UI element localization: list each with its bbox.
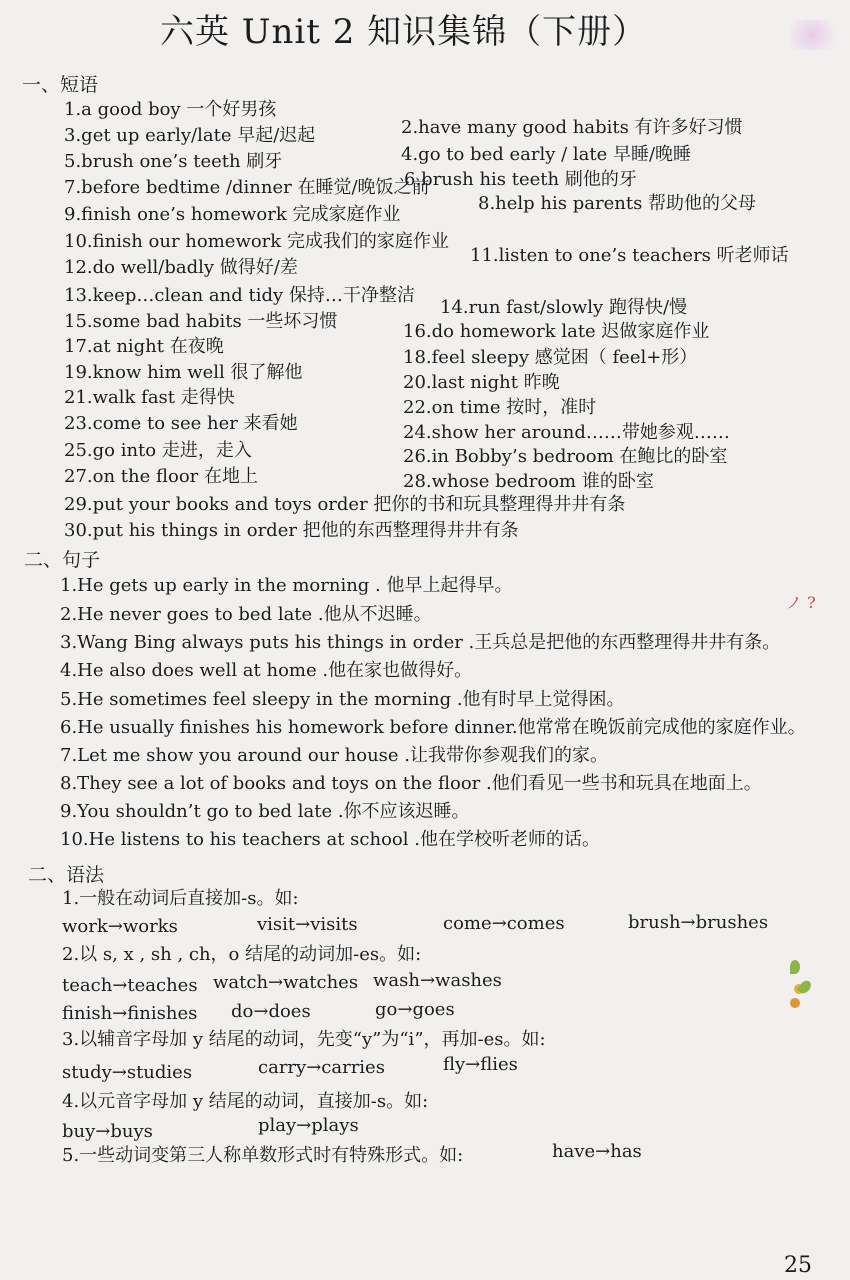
grammar-example: come→comes [443,913,565,934]
sentence-item: 8.They see a lot of books and toys on the floor .他们看见一些书和玩具在地面上。 [60,773,762,794]
phrase-item: 23.come to see her 来看她 [64,413,298,434]
phrase-item: 6.brush his teeth 刷他的牙 [404,169,637,190]
grammar-heading: 二、语法 [28,864,105,886]
grammar-rule: 4.以元音字母加 y 结尾的动词，直接加-s。如: [62,1091,429,1112]
grammar-example: buy→buys [62,1121,153,1142]
sentence-item: 10.He listens to his teachers at school .他在学校听老师的话。 [60,829,600,850]
phrase-item: 2.have many good habits 有许多好习惯 [401,117,743,138]
grammar-example: wash→washes [373,970,502,991]
phrase-item: 15.some bad habits 一些坏习惯 [64,311,338,332]
phrase-item: 17.at night 在夜晚 [64,336,224,357]
phrase-item: 21.walk fast 走得快 [64,387,235,408]
sentence-item: 6.He usually finishes his homework before dinner.他常常在晚饭前完成他的家庭作业。 [60,717,806,738]
phrase-item: 26.in Bobby’s bedroom 在鲍比的卧室 [403,446,728,467]
phrase-item: 19.know him well 很了解他 [64,362,303,383]
phrase-item: 24.show her around……带她参观…… [403,422,730,443]
sentence-item: 1.He gets up early in the morning . 他早上起得早。 [60,575,513,596]
grammar-example: work→works [62,916,178,937]
grammar-example: finish→finishes [62,1003,198,1024]
phrase-item: 14.run fast/slowly 跑得快/慢 [440,297,688,318]
grammar-example: brush→brushes [628,912,769,933]
grammar-example: have→has [552,1141,642,1162]
grammar-example: visit→visits [257,914,358,935]
phrase-item: 25.go into 走进，走入 [64,440,252,461]
phrase-item: 22.on time 按时，准时 [403,397,597,418]
phrase-item: 4.go to bed early / late 早睡/晚睡 [401,144,692,165]
grammar-rule: 2.以 s, x , sh , ch，o 结尾的动词加-es。如: [62,944,422,965]
phrase-item: 10.finish our homework 完成我们的家庭作业 [64,231,449,252]
phrase-item: 28.whose bedroom 谁的卧室 [403,471,654,492]
phrase-item: 27.on the floor 在地上 [64,466,258,487]
phrase-item: 3.get up early/late 早起/迟起 [64,125,316,146]
phrase-item: 11.listen to one’s teachers 听老师话 [470,245,789,266]
grammar-example: go→goes [375,999,455,1020]
page-title: 六英 Unit 2 知识集锦（下册） [160,12,648,52]
grammar-example: carry→carries [258,1057,385,1078]
grammar-example: teach→teaches [62,975,198,996]
page-number: 25 [784,1253,812,1278]
phrase-item: 7.before bedtime /dinner 在睡觉/晚饭之前 [64,177,430,198]
red-mark-decoration: ノ ? [786,593,816,612]
phrase-item: 12.do well/badly 做得好/差 [64,257,298,278]
phrase-item: 9.finish one’s homework 完成家庭作业 [64,204,401,225]
sentence-item: 9.You shouldn’t go to bed late .你不应该迟睡。 [60,801,470,822]
phrase-item: 8.help his parents 帮助他的父母 [478,193,757,214]
phrase-item: 5.brush one’s teeth 刷牙 [64,151,283,172]
phrase-item: 29.put your books and toys order 把你的书和玩具整理得井井有条 [64,494,626,515]
sentence-item: 3.Wang Bing always puts his things in order .王兵总是把他的东西整理得井井有条。 [60,632,781,653]
grammar-example: do→does [231,1001,311,1022]
grammar-rule: 5.一些动词变第三人称单数形式时有特殊形式。如: [62,1145,464,1166]
phrase-item: 30.put his things in order 把他的东西整理得井井有条 [64,520,519,541]
phrase-item: 13.keep…clean and tidy 保持…干净整洁 [64,285,415,306]
ink-smudge-decoration [790,20,845,50]
grammar-example: watch→watches [213,972,359,993]
phrase-item: 20.last night 昨晚 [403,372,560,393]
phrase-item: 18.feel sleepy 感觉困（ feel+形） [403,347,698,368]
sentence-item: 7.Let me show you around our house .让我带你参观我们的家。 [60,745,609,766]
sentences-heading: 二、句子 [24,549,101,571]
flower-sticker-decoration [788,960,814,1020]
grammar-rule: 3.以辅音字母加 y 结尾的动词，先变“y”为“i”，再加-es。如: [62,1029,546,1050]
sentence-item: 5.He sometimes feel sleepy in the morning .他有时早上觉得困。 [60,689,625,710]
grammar-example: play→plays [258,1115,359,1136]
sentence-item: 4.He also does well at home .他在家也做得好。 [60,660,473,681]
grammar-example: study→studies [62,1062,193,1083]
sentence-item: 2.He never goes to bed late .他从不迟睡。 [60,604,432,625]
grammar-rule: 1.一般在动词后直接加-s。如: [62,888,299,909]
phrase-item: 16.do homework late 迟做家庭作业 [403,321,710,342]
phrases-heading: 一、短语 [22,74,99,96]
phrase-item: 1.a good boy 一个好男孩 [64,99,277,120]
grammar-example: fly→flies [443,1054,518,1075]
